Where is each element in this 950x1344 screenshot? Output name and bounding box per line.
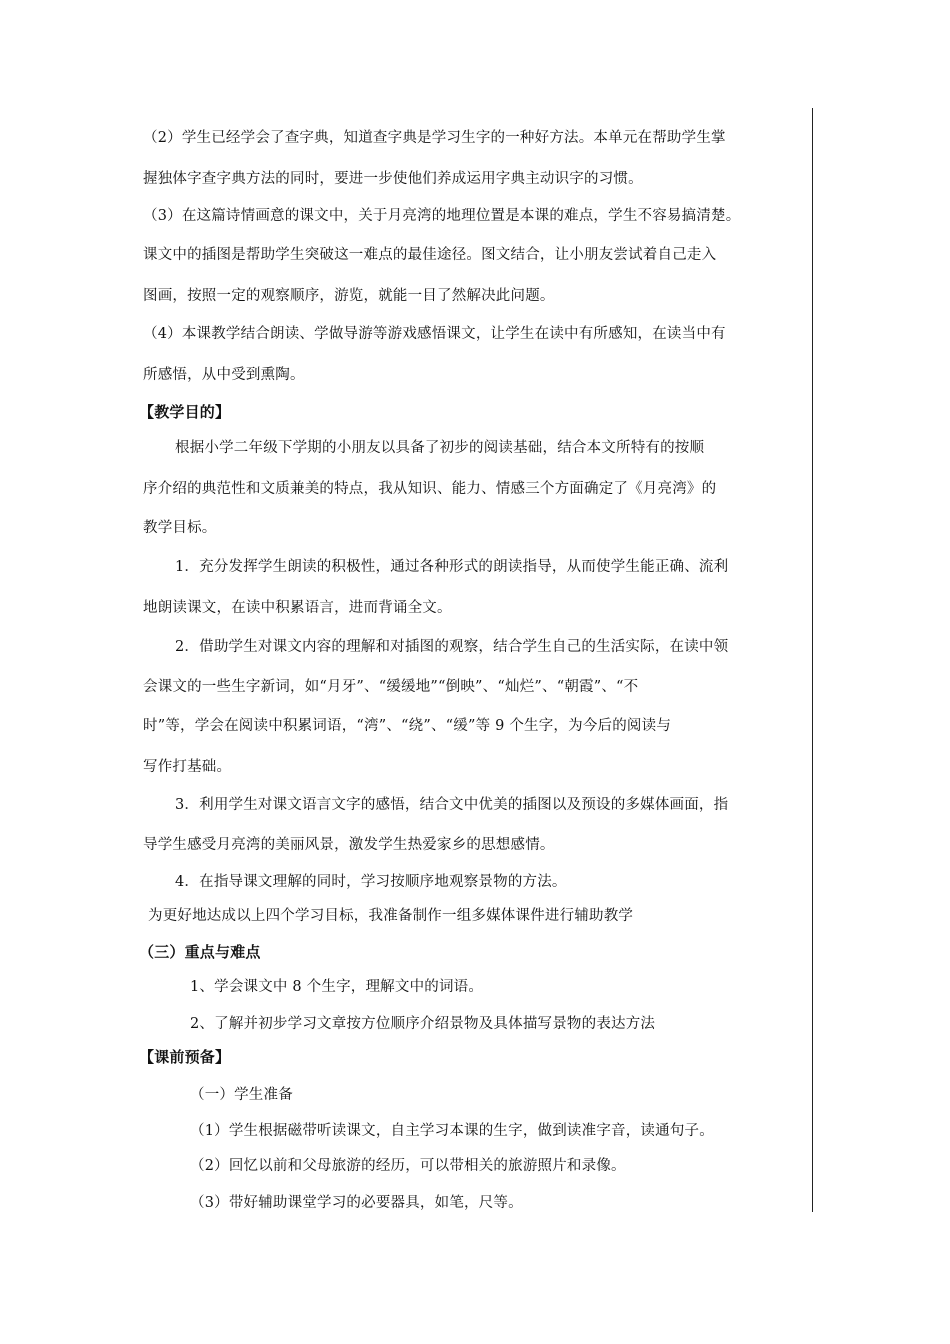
goals-intro-line-3: 教学目标。 bbox=[143, 520, 217, 536]
preparation-sub-heading: （一）学生准备 bbox=[190, 1087, 293, 1103]
section-heading-preparation: 【课前预备】 bbox=[139, 1048, 231, 1066]
goal-3-line-1: 3．利用学生对课文语言文字的感悟，结合文中优美的插图以及预设的多媒体画面，指 bbox=[175, 797, 729, 813]
preparation-item-3: （3）带好辅助课堂学习的必要器具，如笔，尺等。 bbox=[190, 1195, 523, 1211]
paragraph-3-line-1: （3）在这篇诗情画意的课文中，关于月亮湾的地理位置是本课的难点，学生不容易搞清楚。 bbox=[143, 208, 741, 224]
goal-2-line-4: 写作打基础。 bbox=[143, 759, 232, 775]
goal-2-line-2: 会课文的一些生字新词，如“月牙”、“缓缓地”“倒映”、“灿烂”、“朝霞”、“不 bbox=[143, 679, 639, 695]
section-heading-teaching-goals: 【教学目的】 bbox=[139, 403, 231, 421]
goal-1-line-2: 地朗读课文，在读中积累语言，进而背诵全文。 bbox=[143, 600, 452, 616]
goal-4-line-1: 4．在指导课文理解的同时，学习按顺序地观察景物的方法。 bbox=[175, 874, 567, 890]
section-heading-key-points: （三）重点与难点 bbox=[139, 943, 261, 961]
preparation-item-2: （2）回忆以前和父母旅游的经历，可以带相关的旅游照片和录像。 bbox=[190, 1158, 626, 1174]
paragraph-2-line-1: （2）学生已经学会了查字典，知道查字典是学习生字的一种好方法。本单元在帮助学生掌 bbox=[143, 130, 726, 146]
goals-summary: 为更好地达成以上四个学习目标，我准备制作一组多媒体课件进行辅助教学 bbox=[148, 908, 634, 924]
table-border-line bbox=[812, 108, 813, 1212]
paragraph-3-line-2: 课文中的插图是帮助学生突破这一难点的最佳途径。图文结合，让小朋友尝试着自己走入 bbox=[143, 247, 717, 263]
key-point-item-2: 2、了解并初步学习文章按方位顺序介绍景物及具体描写景物的表达方法 bbox=[190, 1016, 656, 1032]
key-point-item-1: 1、学会课文中 8 个生字，理解文中的词语。 bbox=[190, 979, 484, 995]
goal-3-line-2: 导学生感受月亮湾的美丽风景，激发学生热爱家乡的思想感情。 bbox=[143, 837, 555, 853]
paragraph-3-line-3: 图画，按照一定的观察顺序，游览，就能一目了然解决此问题。 bbox=[143, 288, 555, 304]
paragraph-2-line-2: 握独体字查字典方法的同时，要进一步使他们养成运用字典主动识字的习惯。 bbox=[143, 171, 643, 187]
paragraph-4-line-2: 所感悟，从中受到熏陶。 bbox=[143, 367, 305, 383]
goal-2-line-1: 2．借助学生对课文内容的理解和对插图的观察，结合学生自己的生活实际，在读中领 bbox=[175, 639, 729, 655]
paragraph-4-line-1: （4）本课教学结合朗读、学做导游等游戏感悟课文，让学生在读中有所感知，在读当中有 bbox=[143, 326, 726, 342]
goal-1-line-1: 1．充分发挥学生朗读的积极性，通过各种形式的朗读指导，从而使学生能正确、流利 bbox=[175, 559, 729, 575]
goal-2-line-3: 时”等，学会在阅读中积累词语，“湾”、“绕”、“缓”等 9 个生字，为今后的阅读与 bbox=[143, 718, 672, 734]
goals-intro-line-2: 序介绍的典范性和文质兼美的特点，我从知识、能力、情感三个方面确定了《月亮湾》的 bbox=[143, 481, 717, 497]
preparation-item-1: （1）学生根据磁带听读课文，自主学习本课的生字，做到读准字音，读通句子。 bbox=[190, 1123, 714, 1139]
goals-intro-line-1: 根据小学二年级下学期的小朋友以具备了初步的阅读基础，结合本文所特有的按顺 bbox=[175, 440, 705, 456]
